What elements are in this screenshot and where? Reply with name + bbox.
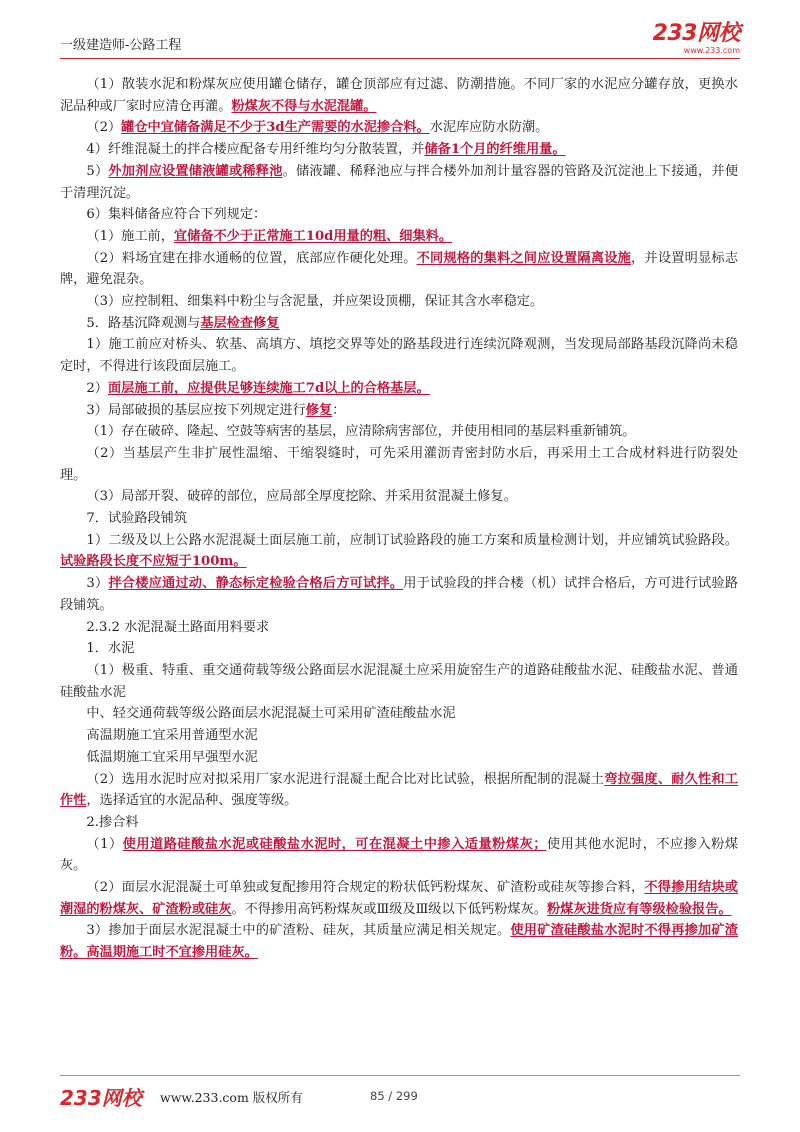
body-text: （2）当基层产生非扩展性温缩、干缩裂缝时，可先采用灌沥青密封防水后，再采用土工合成材料进行防裂处理。 xyxy=(60,445,738,483)
highlighted-text: 使用矿渣硅酸盐水泥时不得再掺加矿渣粉。高温期施工时不宜掺用硅灰。 xyxy=(60,923,738,961)
body-text: 2.3.2 水泥混凝土路面用料要求 xyxy=(86,619,270,635)
paragraph xyxy=(60,378,738,400)
paragraph xyxy=(60,139,738,161)
body-text: 6）集料储备应符合下列规定： xyxy=(86,207,267,223)
highlighted-text: 粉煤灰不得与水泥混罐。 xyxy=(231,98,377,114)
body-text: （2）料场宜建在排水通畅的位置，底部应作硬化处理。 xyxy=(86,250,417,266)
paragraph xyxy=(60,313,738,335)
page-number: 85 / 299 xyxy=(370,1089,418,1103)
body-text: （3）局部开裂、破碎的部位，应局部全厚度挖除、并采用贫混凝土修复。 xyxy=(86,489,517,505)
page-footer xyxy=(60,1082,740,1108)
paragraph xyxy=(60,508,738,530)
paragraph xyxy=(60,747,738,769)
paragraph xyxy=(60,291,738,313)
paragraph xyxy=(60,204,738,226)
highlighted-text: 弯拉强度、耐久性和工作性 xyxy=(60,771,739,809)
paragraph xyxy=(60,421,738,443)
paragraph xyxy=(60,660,738,703)
paragraph xyxy=(60,769,738,812)
paragraph xyxy=(60,617,738,639)
paragraph xyxy=(60,117,738,139)
paragraph xyxy=(60,226,738,248)
highlighted-text: 面层施工前，应提供足够连续施工7d以上的合格基层。 xyxy=(107,380,430,396)
body-text: （1）存在破碎、隆起、空鼓等病害的基层，应清除病害部位，并使用相同的基层料重新铺筑。 xyxy=(86,424,636,440)
paragraph xyxy=(60,486,738,508)
paragraph xyxy=(60,443,738,486)
brand-logo xyxy=(653,22,740,55)
footer-logo: 233网校 xyxy=(60,1086,142,1110)
body-text: ： xyxy=(332,402,346,418)
body-text: 1．水泥 xyxy=(86,641,135,657)
paragraph xyxy=(60,920,738,963)
body-text: 使用其他水泥时，不应掺入粉煤灰。 xyxy=(60,836,739,874)
paragraph xyxy=(60,703,738,725)
body-text: 高温期施工宜采用普通型水泥 xyxy=(86,728,258,744)
body-text: （2） xyxy=(86,120,122,136)
body-text: 1）二级及以上公路水泥混凝土面层施工前，应制订试验路段的施工方案和质量检测计划，并应铺筑试验路段。 xyxy=(86,532,738,548)
body-text: 2.掺合料 xyxy=(86,814,139,830)
highlighted-text: 罐仓中宜储备满足不少于3d生产需要的水泥掺合料。 xyxy=(121,120,430,136)
highlighted-text: 拌合楼应通过动、静态标定检验合格后方可试拌。 xyxy=(108,576,404,592)
paragraph xyxy=(60,573,738,616)
body-text: 。不得掺用高钙粉煤灰或Ⅲ级及Ⅲ级以下低钙粉煤灰。 xyxy=(231,901,547,917)
body-text: （2）面层水泥混凝土可单独或复配掺用符合规定的粉状低钙粉煤灰、矿渣粉或硅灰等掺合料， xyxy=(86,880,645,896)
highlighted-text: 外加剂应设置储液罐或稀释池 xyxy=(108,163,283,179)
document-body xyxy=(60,74,738,964)
page-header xyxy=(60,22,740,56)
body-text: （1）施工前， xyxy=(86,228,174,244)
body-text: 2） xyxy=(86,380,108,396)
footer-copyright: www.233.com 版权所有 xyxy=(160,1090,303,1105)
header-divider xyxy=(60,58,740,59)
paragraph xyxy=(60,812,738,834)
paragraph xyxy=(60,74,738,117)
body-text: ，并设置明显标志牌，避免混杂。 xyxy=(60,250,739,288)
body-text: 。储液罐、稀释池应与拌合楼外加剂计量容器的管路及沉淀池上下接通，并便于清理沉淀。 xyxy=(60,163,739,201)
paragraph xyxy=(60,334,738,377)
logo-url: www.233.com xyxy=(683,46,740,55)
body-text: 1）施工前应对桥头、软基、高填方、填挖交界等处的路基段进行连续沉降观测，当发现局部路基段沉降尚未稳定时，不得进行该段面层施工。 xyxy=(60,337,738,375)
body-text: 3） xyxy=(86,576,109,592)
highlighted-text: 修复 xyxy=(305,402,333,418)
body-text: 低温期施工宜采用早强型水泥 xyxy=(86,749,258,765)
body-text: （3）应控制粗、细集料中粉尘与含泥量，并应架设顶棚，保证其含水率稳定。 xyxy=(86,294,544,310)
body-text: ，选择适宜的水泥品种、强度等级。 xyxy=(86,793,298,809)
body-text: 3）掺加于面层水泥混凝土中的矿渣粉、硅灰，其质量应满足相关规定。 xyxy=(86,923,511,939)
highlighted-text: 不同规格的集料之间应设置隔离设施 xyxy=(416,250,632,266)
footer-divider xyxy=(60,1075,740,1076)
body-text: （1）极重、特重、重交通荷载等级公路面层水泥混凝土应采用旋窑生产的道路硅酸盐水泥、硅酸盐水泥、普通硅酸盐水泥 xyxy=(60,662,738,700)
highlighted-text: 基层检查修复 xyxy=(200,315,280,331)
body-text: （2）选用水泥时应对拟采用厂家水泥进行混凝土配合比对比试验，根据所配制的混凝土 xyxy=(86,771,605,787)
body-text: 4）纤维混凝土的拌合楼应配备专用纤维均匀分散装置，并 xyxy=(86,142,425,158)
highlighted-text: 宜储备不少于正常施工10d用量的粗、细集料。 xyxy=(173,228,453,244)
highlighted-text: 粉煤灰进货应有等级检验报告。 xyxy=(547,901,732,917)
body-text: （1）散装水泥和粉煤灰应使用罐仓储存，罐仓顶部应有过滤、防潮措施。不同厂家的水泥应分罐存放，更换水泥品种或厂家时应清仓再灌。 xyxy=(60,77,738,114)
body-text: 用于试验段的拌合楼（机）试拌合格后，方可进行试验路段铺筑。 xyxy=(60,576,739,613)
body-text: （1） xyxy=(86,836,123,852)
logo-text: 233网校 xyxy=(652,21,740,46)
paragraph xyxy=(60,638,738,660)
highlighted-text: 不得掺用结块或潮湿的粉煤灰、矿渣粉或硅灰 xyxy=(60,880,738,917)
body-text: 5．路基沉降观测与 xyxy=(86,315,201,331)
paragraph xyxy=(60,248,738,291)
paragraph xyxy=(60,877,738,920)
paragraph xyxy=(60,400,738,422)
highlighted-text: 试验路段长度不应短于100m。 xyxy=(60,554,247,570)
body-text: 3）局部破损的基层应按下列规定进行 xyxy=(86,402,306,418)
paragraph xyxy=(60,725,738,747)
paragraph xyxy=(60,530,738,573)
body-text: 中、轻交通荷载等级公路面层水泥混凝土可采用矿渣硅酸盐水泥 xyxy=(86,706,456,722)
highlighted-text: 使用道路硅酸盐水泥或硅酸盐水泥时，可在混凝土中掺入适量粉煤灰； xyxy=(122,836,547,852)
body-text: 水泥库应防水防潮。 xyxy=(429,120,549,136)
highlighted-text: 储备1个月的纤维用量。 xyxy=(424,142,566,158)
body-text: 7．试验路段铺筑 xyxy=(86,511,188,527)
body-text: 5） xyxy=(86,163,109,179)
paragraph xyxy=(60,834,738,877)
paragraph xyxy=(60,161,738,204)
header-title: 一级建造师-公路工程 xyxy=(60,38,182,53)
